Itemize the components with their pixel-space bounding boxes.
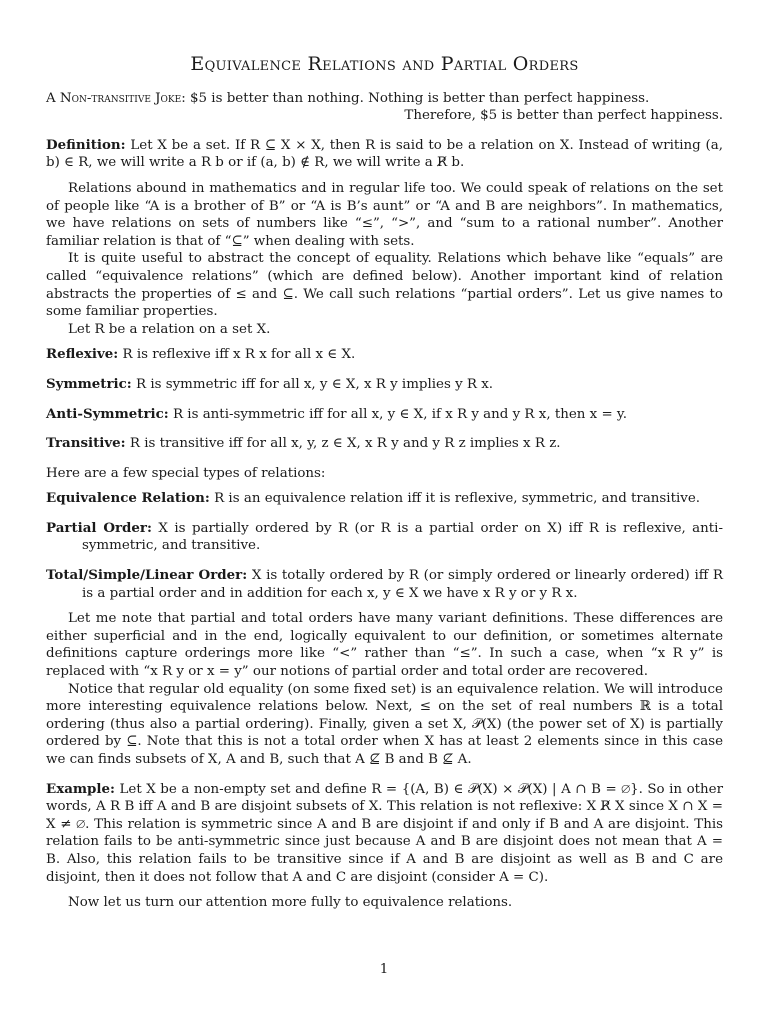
paragraph-abstract-equality: It is quite useful to abstract the concept of equality. Relations which behave like “equals” are called “equivalence relations” (which are defined below). Another important kind of relation abstracts the properties of ≤ and ⊆. We call such relations “partial orders”. Let us give names to some familiar properties. bbox=[46, 251, 723, 320]
type-equivalence-relation bbox=[46, 490, 723, 508]
example-text: Let X be a non-empty set and define R = {(A, B) ∈ 𝒫(X) × 𝒫(X) | A ∩ B = ∅}. So in other words, A R B iff A and B are disjoint subsets of X. This relation is not reflexive: X R̸ X since X ∩ X = X ≠ ∅. This relation is symmetric since A and B are disjoint if and only if B and A are disjoint. This relation fails to be anti-symmetric since just because A and B are disjoint does not mean that A = B. Also, this relation fails to be transitive since if A and B are disjoint as well as B and C are disjoint, then it does not follow that A and C are disjoint (consider A = C). bbox=[46, 781, 723, 885]
special-types-intro: Here are a few special types of relations: bbox=[46, 465, 326, 481]
joke-label: A Non-transitive Joke: bbox=[46, 90, 186, 106]
property-label: Transitive: bbox=[46, 435, 126, 452]
joke-line-1 bbox=[46, 90, 723, 108]
example-label: Example: bbox=[46, 780, 115, 797]
property-label: Symmetric: bbox=[46, 375, 132, 392]
property-label: Reflexive: bbox=[46, 346, 119, 363]
property-anti-symmetric bbox=[46, 406, 723, 424]
property-text: R is anti-symmetric iff for all x, y ∈ X, if x R y and y R x, then x = y. bbox=[172, 406, 627, 422]
type-label: Total/Simple/Linear Order: bbox=[46, 567, 248, 584]
property-reflexive bbox=[46, 346, 723, 364]
property-text: R is reflexive iff x R x for all x ∈ X. bbox=[122, 347, 356, 363]
paragraph-closing: Now let us turn our attention more fully to equivalence relations. bbox=[68, 895, 513, 911]
type-text: R is an equivalence relation iff it is reflexive, symmetric, and transitive. bbox=[214, 491, 700, 507]
paragraph-let-r: Let R be a relation on a set X. bbox=[68, 321, 271, 337]
example-paragraph bbox=[46, 781, 723, 887]
definition-paragraph bbox=[46, 137, 723, 172]
document-body bbox=[46, 53, 724, 912]
joke-text-1: $5 is better than nothing. Nothing is better than perfect happiness. bbox=[190, 90, 650, 106]
page-title: Equivalence Relations and Partial Orders bbox=[190, 53, 579, 75]
property-symmetric bbox=[46, 376, 723, 394]
type-text: X is totally ordered by R (or simply ordered or linearly ordered) iff R is a partial order and in addition for each x, y ∈ X we have x R y or y R x. bbox=[82, 568, 724, 601]
type-text: X is partially ordered by R (or R is a partial order on X) iff R is reflexive, anti-symmetric, and transitive. bbox=[82, 520, 723, 554]
type-total-order bbox=[46, 567, 723, 602]
joke-line-2: Therefore, $5 is better than perfect happiness. bbox=[404, 108, 723, 124]
property-label: Anti-Symmetric: bbox=[46, 405, 169, 422]
paragraph-variant-definitions: Let me note that partial and total orders have many variant definitions. These differences are either superficial and in the end, logically equivalent to our definition, or sometimes alternate definitions capture orderings more like “<” rather than “≤”. In such a case, when “x R y” is replaced with “x R y or x = y” our notions of partial order and total order are recovered. bbox=[46, 611, 723, 680]
page-number: 1 bbox=[379, 962, 389, 977]
property-transitive bbox=[46, 435, 723, 453]
type-label: Partial Order: bbox=[46, 519, 152, 536]
property-text: R is transitive iff for all x, y, z ∈ X, x R y and y R z implies x R z. bbox=[129, 436, 561, 452]
paragraph-relations-abound: Relations abound in mathematics and in regular life too. We could speak of relations on the set of people like “A is a brother of B” or “A is B’s aunt” or “A and B are neighbors”. In mathematics, we have relations on sets of numbers like “≤”, “>”, and “sum to a rational number”. Another familiar relation is that of “⊆” when dealing with sets. bbox=[46, 180, 723, 249]
definition-label: Definition: bbox=[46, 136, 126, 153]
type-label: Equivalence Relation: bbox=[46, 490, 210, 507]
paragraph-regular-equality: Notice that regular old equality (on some fixed set) is an equivalence relation. We will introduce more interesting equivalence relations below. Next, ≤ on the set of real numbers ℝ is a total ordering (thus also a partial ordering). Finally, given a set X, 𝒫(X) (the power set of X) is partially ordered by ⊆. Note that this is not a total order when X has at least 2 elements since in this case we can finds subsets of X, A and B, such that A ⊈ B and B ⊈ A. bbox=[46, 681, 723, 767]
definition-text: Let X be a set. If R ⊆ X × X, then R is said to be a relation on X. Instead of writing (a, b) ∈ R, we will write a R b or if (a, b) ∉ R, we will write a R̸ b. bbox=[46, 137, 723, 171]
type-partial-order bbox=[46, 520, 723, 555]
property-text: R is symmetric iff for all x, y ∈ X, x R y implies y R x. bbox=[136, 376, 494, 392]
